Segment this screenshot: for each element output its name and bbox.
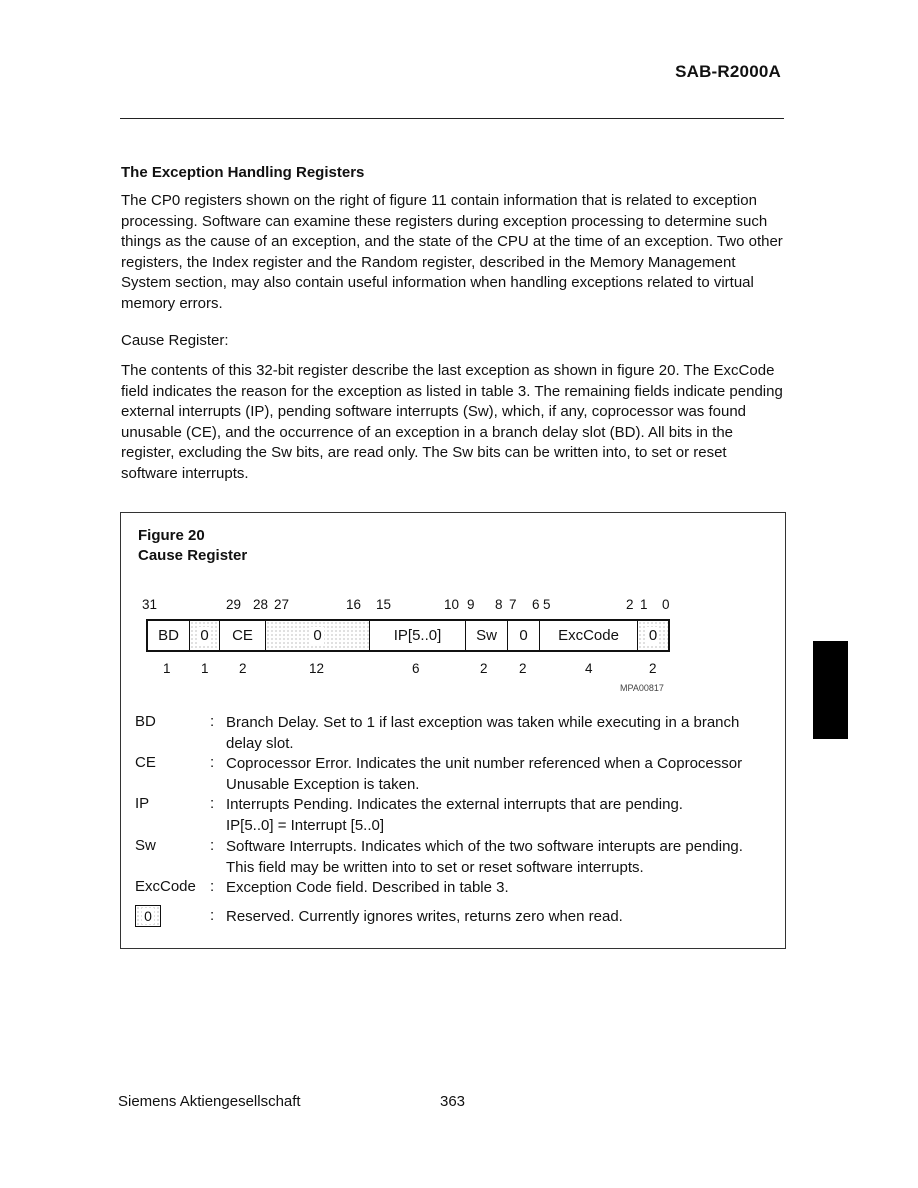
field-width: 12 xyxy=(309,661,325,676)
page-number: 363 xyxy=(440,1093,466,1110)
field-width: 1 xyxy=(201,661,209,676)
definition-colon: : xyxy=(210,795,215,812)
field-exccode: ExcCode xyxy=(540,621,638,650)
figure-title: Cause Register xyxy=(138,547,248,564)
field-width: 6 xyxy=(412,661,420,676)
field-reserved: 0 xyxy=(190,621,220,650)
definition-text: Software Interrupts. Indicates which of the two software interupts are pending. This field may be written into to set or reset software interrupts. xyxy=(226,838,743,876)
header-rule xyxy=(120,118,784,119)
bit-number: 9 xyxy=(467,597,475,612)
definition-text: Interrupts Pending. Indicates the external interrupts that are pending. xyxy=(226,796,683,813)
bit-number: 8 xyxy=(495,597,503,612)
document-id: SAB-R2000A xyxy=(675,62,781,81)
field-width: 2 xyxy=(519,661,527,676)
field-width: 2 xyxy=(239,661,247,676)
definition-text: IP[5..0] = Interrupt [5..0] xyxy=(226,817,385,834)
intro-paragraph: The CP0 registers shown on the right of figure 11 contain information that is related to exception processing. Software can examine these registers during exception processing to determine such things as the cause of an exception, and the state of the CPU at the time of an exception. Two other registers, the Index register and the Random register, described in the Memory Management System section, may also contain useful information when handling exceptions related to virtual memory errors. xyxy=(121,192,783,312)
cause-register-paragraph: The contents of this 32-bit register describe the last exception as shown in figure 20. The ExcCode field indicates the reason for the exception as listed in table 3. The remaining fields indicate pending external interrupts (IP), pending software interrupts (Sw), which, if any, coprocessor was found unusable (CE), and the occurrence of an exception in a branch delay slot (BD). All bits in the register, excluding the Sw bits, are read only. The Sw bits can be written into, to set or reset software interrupts. xyxy=(121,362,783,482)
field-reserved: 0 xyxy=(508,621,540,650)
bit-number: 10 xyxy=(444,597,460,612)
bit-number: 27 xyxy=(274,597,290,612)
field-sw: Sw xyxy=(466,621,508,650)
section-heading: The Exception Handling Registers xyxy=(121,164,365,181)
bit-number: 15 xyxy=(376,597,392,612)
cause-register-label: Cause Register: xyxy=(121,332,229,349)
bit-number: 1 xyxy=(640,597,648,612)
definition-colon: : xyxy=(210,754,215,771)
bit-number: 29 xyxy=(226,597,242,612)
field-ce: CE xyxy=(220,621,266,650)
figure-reference-code: MPA00817 xyxy=(620,683,664,693)
cause-register-diagram xyxy=(146,619,670,652)
bit-number: 2 xyxy=(626,597,634,612)
bit-number: 16 xyxy=(346,597,362,612)
reserved-legend-text: Reserved. Currently ignores writes, returns zero when read. xyxy=(226,908,623,925)
bit-number: 6 xyxy=(532,597,540,612)
bit-number: 31 xyxy=(142,597,158,612)
figure-number: Figure 20 xyxy=(138,527,205,544)
chapter-thumb-tab xyxy=(813,641,848,739)
field-ip: IP[5..0] xyxy=(370,621,466,650)
footer-company: Siemens Aktiengesellschaft xyxy=(118,1093,301,1110)
field-width: 4 xyxy=(585,661,593,676)
field-bd: BD xyxy=(148,621,190,650)
field-width: 2 xyxy=(649,661,657,676)
reserved-legend-symbol: 0 xyxy=(135,905,161,927)
definition-colon: : xyxy=(210,878,215,895)
definition-term: CE xyxy=(135,754,156,771)
field-width: 2 xyxy=(480,661,488,676)
definition-term: Sw xyxy=(135,837,156,854)
field-reserved: 0 xyxy=(638,621,668,650)
field-reserved: 0 xyxy=(266,621,370,650)
field-width: 1 xyxy=(163,661,171,676)
bit-number: 7 xyxy=(509,597,517,612)
bit-number: 5 xyxy=(543,597,551,612)
definition-colon: : xyxy=(210,837,215,854)
bit-number: 0 xyxy=(662,597,670,612)
definition-text: Branch Delay. Set to 1 if last exception was taken while executing in a branch delay slot. xyxy=(226,714,740,752)
definition-term: BD xyxy=(135,713,156,730)
definition-colon: : xyxy=(210,907,215,924)
bit-number: 28 xyxy=(253,597,269,612)
definition-term: ExcCode xyxy=(135,878,196,895)
definition-term: IP xyxy=(135,795,150,812)
definition-text: Exception Code field. Described in table 3. xyxy=(226,879,509,896)
definition-colon: : xyxy=(210,713,215,730)
definition-text: Coprocessor Error. Indicates the unit number referenced when a Coprocessor Unusable Exception is taken. xyxy=(226,755,743,793)
